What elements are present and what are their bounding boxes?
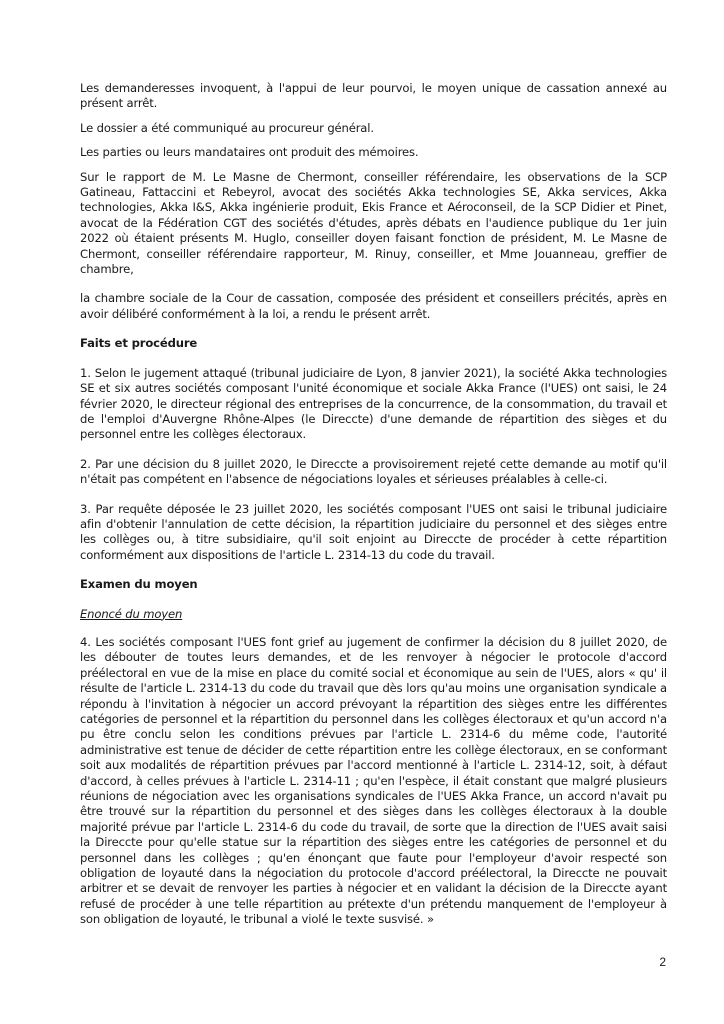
section1-paragraph-2: 2. Par une décision du 8 juillet 2020, le Direccte a provisoirement rejeté cette demande au motif qu'il n'était pas compétent en l'absence de négociations loyales et sérieuses préalables à celle-ci. — [80, 456, 667, 487]
page-number: 2 — [659, 955, 666, 969]
intro-paragraph-4: Sur le rapport de M. Le Masne de Chermont, conseiller référendaire, les observations de la SCP Gatineau, Fattaccini et Rebeyrol, avocat des sociétés Akka technologies SE, Akka services, Akka technologies, Akka I&S, Akka ingénierie produit, Ekis France et Aéroconseil, de la SCP Didier et Pinet, avocat de la Fédération CGT des sociétés d'études, après débats en l'audience publique du 1er juin 2022 où étaient présents M. Huglo, conseiller doyen faisant fonction de président, M. Le Masne de Chermont, conseiller référendaire rapporteur, M. Rinuy, conseiller, et Mme Jouanneau, greffier de chambre, — [80, 169, 667, 277]
section-subheading-enonce: Enoncé du moyen — [80, 606, 183, 621]
intro-paragraph-2: Le dossier a été communiqué au procureur général. — [80, 120, 374, 135]
section1-paragraph-1: 1. Selon le jugement attaqué (tribunal judiciaire de Lyon, 8 janvier 2021), la société Akka technologies SE et six autres sociétés composant l'unité économique et sociale Akka France (l'UES) ont saisi, le 24 février 2020, le directeur régional des entreprises de la concurrence, de la consommation, du travail et de l'emploi d'Auvergne Rhône-Alpes (le Direccte) d'une demande de répartition des sièges et du personnel entre les collèges électoraux. — [80, 365, 667, 442]
intro-paragraph-1: Les demanderesses invoquent, à l'appui de leur pourvoi, le moyen unique de cassation annexé au présent arrêt. — [80, 81, 667, 111]
section2-paragraph-1: 4. Les sociétés composant l'UES font grief au jugement de confirmer la décision du 8 juillet 2020, de les débouter de toutes leurs demandes, et de les renvoyer à négocier le protocole d'accord préélectoral en vue de la mise en place du comité social et économique au sein de l'UES, alors « qu' il résulte de l'article L. 2314-13 du code du travail que dès lors qu'au moins une organisation syndicale a répondu à l'invitation à négocier un accord prévoyant la répartition des sièges entre les différentes catégories de personnel et la répartition du personnel dans les collèges électoraux et qu'un accord n'a pu être conclu selon les conditions prévues par l'article L. 2314-6 du même code, l'autorité administrative est tenue de décider de cette répartition entre les collège électoraux, en se conformant soit aux modalités de répartition prévues par l'accord mentionné à l'article L. 2314-12, soit, à défaut d'accord, à celles prévues à l'article L. 2314-11 ; qu'en l'espèce, il était constant que malgré plusieurs réunions de négociation avec les organisations syndicales de l'UES Akka France, un accord n'avait pu être trouvé sur la répartition du personnel et des sièges dans les collèges électoraux à la double majorité prévue par l'article L. 2314-6 du code du travail, de sorte que la direction de l'UES avait saisi la Direccte pour qu'elle statue sur la répartition des sièges entre les catégories de personnel et du personnel dans les collèges ; qu'en énonçant que faute pour l'employeur d'avoir respecté son obligation de loyauté dans la négociation du protocole d'accord préélectoral, la Direccte ne pouvait arbitrer et se devait de renvoyer les parties à négocier et en validant la décision de la Direccte ayant refusé de procéder à une telle répartition au prétexte d'un prétendu manquement de l'employeur à son obligation de loyauté, le tribunal a violé le texte susvisé. » — [80, 634, 667, 927]
intro-paragraph-5: la chambre sociale de la Cour de cassation, composée des président et conseillers précités, après en avoir délibéré conformément à la loi, a rendu le présent arrêt. — [80, 291, 667, 321]
document-page — [80, 81, 667, 937]
section-heading-examen: Examen du moyen — [80, 577, 198, 592]
section-heading-faits: Faits et procédure — [80, 336, 198, 351]
intro-paragraph-3: Les parties ou leurs mandataires ont produit des mémoires. — [80, 145, 419, 160]
section1-paragraph-3: 3. Par requête déposée le 23 juillet 2020, les sociétés composant l'UES ont saisi le tribunal judiciaire afin d'obtenir l'annulation de cette décision, la répartition judiciaire du personnel et des sièges entre les collèges ou, à titre subsidiaire, qu'il soit enjoint au Direccte de procéder à cette répartition conformément aux dispositions de l'article L. 2314-13 du code du travail. — [80, 501, 667, 562]
